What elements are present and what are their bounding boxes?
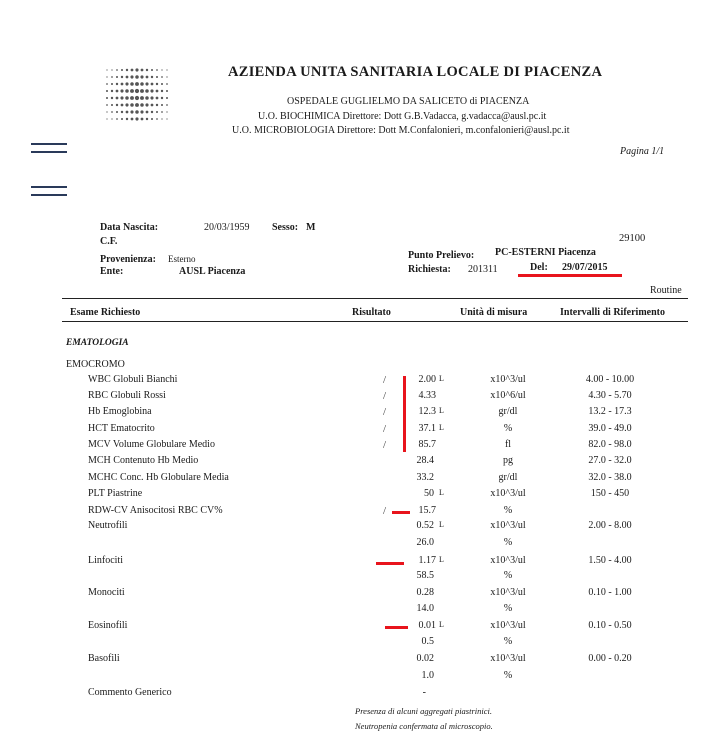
row-unit: % [503,505,513,516]
row-result: 26.0 [416,537,434,548]
logo-dot [116,83,118,85]
col-intervalli: Intervalli di Riferimento [560,307,665,318]
logo-dot [156,118,158,120]
row-flag: L [439,555,444,564]
table-row [0,439,727,455]
logo-dot [121,104,124,107]
logo-dot [125,96,129,100]
row-unit: fl [504,439,512,450]
header-divider-top [62,298,688,299]
row-range: 0.10 - 1.00 [588,587,632,598]
row-unit: x10^6/ul [490,390,526,401]
row-result: 1.17 [418,555,436,566]
logo-dot [145,103,148,106]
patient-code: 29100 [619,233,646,244]
row-result: 50 [424,488,434,499]
logo-dot [161,97,163,99]
logo-dot [140,110,143,113]
row-result: 15.7 [418,505,436,516]
logo-dot [111,104,113,106]
logo-dot [145,96,149,100]
table-row [0,603,727,619]
logo-dot [166,118,167,119]
highlight-mark-eosinofili [385,626,408,629]
logo-dot [161,90,163,92]
row-check-mark: / [383,423,387,435]
header-hospital: OSPEDALE GUGLIELMO DA SALICETO di PIACENZA [287,96,530,107]
table-row [0,555,727,571]
header-microbiologia: U.O. MICROBIOLOGIA Direttore: Dott M.Confalonieri, m.confalonieri@ausl.pc.it [232,125,570,136]
row-range: 150 - 450 [590,488,630,499]
row-result: 0.5 [421,636,434,647]
margin-mark [31,194,67,196]
logo-dot [106,76,107,77]
row-result: 2.00 [418,374,436,385]
row-unit: pg [503,455,513,466]
logo-dot [116,69,118,71]
row-name: Linfociti [88,555,123,566]
table-row [0,505,727,521]
logo-dot [130,103,134,107]
logo-dot [130,96,134,100]
logo-dot [106,118,107,119]
row-name: Commento Generico [88,687,172,698]
table-row [0,455,727,471]
col-unita: Unità di misura [460,307,528,318]
logo-dot [116,90,119,93]
row-name: MCHC Conc. Hb Globulare Media [88,472,229,483]
table-row [0,587,727,603]
logo-dot [166,90,168,92]
logo-dot [151,104,154,107]
row-result: 28.4 [416,455,434,466]
row-flag: L [439,520,444,529]
table-row [0,472,727,488]
row-result: - [422,687,426,698]
logo-dot [125,82,128,85]
header-title: AZIENDA UNITA SANITARIA LOCALE DI PIACENZA [228,64,603,80]
col-esame: Esame Richiesto [70,307,141,318]
logo-dot [106,69,107,70]
row-result: 14.0 [416,603,434,614]
row-result: 85.7 [418,439,436,450]
note-line-1: Presenza di alcuni aggregati piastrinici. [355,706,493,716]
logo-dot [145,89,149,93]
logo-dot [166,69,167,70]
page-number: Pagina 1/1 [620,146,665,157]
logo-dot [111,118,112,119]
logo-dot [135,68,138,71]
logo-dot [126,118,128,120]
logo-dot [106,111,107,112]
header-biochimica: U.O. BIOCHIMICA Direttore: Dott G.B.Vadacca, g.vadacca@ausl.pc.it [258,111,547,122]
logo-dot [135,75,139,79]
logo-dot [156,111,158,113]
logo-dot [146,111,149,114]
logo-dot [121,83,124,86]
row-unit: x10^3/ul [490,587,526,598]
row-name: HCT Ematocrito [88,423,155,434]
logo-dot [125,103,128,106]
routine-label: Routine [650,285,682,296]
table-row [0,488,727,504]
punto-prelievo-label: Punto Prelievo: [408,250,475,261]
logo-dot [121,111,123,113]
row-range: 0.00 - 0.20 [588,653,632,664]
highlight-mark-linfociti [376,562,404,565]
row-unit: % [503,636,513,647]
logo-dot [150,96,153,99]
logo-dot [156,69,158,71]
logo-dot [135,96,139,100]
row-flag: L [439,423,444,432]
row-range: 32.0 - 38.0 [588,472,632,483]
logo-dot [156,104,158,106]
row-unit: % [503,537,513,548]
hospital-logo-icon [104,66,170,126]
row-name: PLT Piastrine [88,488,143,499]
row-unit: x10^3/ul [490,620,526,631]
table-row [0,620,727,636]
logo-dot [106,97,108,99]
row-name: WBC Globuli Bianchi [88,374,178,385]
row-range: 82.0 - 98.0 [588,439,632,450]
logo-dot [131,118,134,121]
row-result: 0.02 [416,653,434,664]
punto-prelievo-value: PC-ESTERNI Piacenza [495,247,596,258]
ente-label: Ente: [100,266,124,277]
logo-dot [166,104,168,106]
logo-dot [135,117,138,120]
logo-dot [166,76,167,77]
logo-dot [111,111,113,113]
logo-dot [135,110,139,114]
logo-dot [116,97,119,100]
birth-date-label: Data Nascita: [100,222,159,233]
logo-dot [141,118,144,121]
logo-dot [151,76,153,78]
logo-dot [135,103,139,107]
table-row [0,636,727,652]
row-check-mark: / [383,390,387,402]
logo-dot [161,111,163,113]
row-result: 0.28 [416,587,434,598]
logo-dot [140,96,144,100]
logo-dot [130,82,134,86]
ente-value: AUSL Piacenza [179,266,246,277]
logo-dot [161,76,163,78]
logo-dot [106,90,108,92]
row-result: 58.5 [416,570,434,581]
logo-dot [130,75,133,78]
sex-value: M [306,222,316,233]
row-check-mark: / [383,439,387,451]
row-name: MCH Contenuto Hb Medio [88,455,199,466]
logo-dot [116,111,118,113]
logo-dot [111,83,113,85]
logo-dot [121,69,123,71]
row-unit: x10^3/ul [490,374,526,385]
note-line-2: Neutropenia confermata al microscopio. [355,721,493,731]
row-unit: x10^3/ul [490,488,526,499]
table-row [0,537,727,553]
margin-mark [31,186,67,188]
row-unit: % [503,670,513,681]
logo-dot [166,83,168,85]
row-name: MCV Volume Globulare Medio [88,439,215,450]
logo-dot [146,69,148,71]
logo-dot [116,104,118,106]
row-flag: L [439,620,444,629]
row-name: Basofili [88,653,120,664]
row-range: 0.10 - 0.50 [588,620,632,631]
row-flag: L [439,374,444,383]
table-row [0,390,727,406]
date-value: 29/07/2015 [562,262,608,273]
logo-dot [161,83,163,85]
logo-dot [161,118,162,119]
row-result: 33.2 [416,472,434,483]
row-range: 1.50 - 4.00 [588,555,632,566]
row-flag: L [439,488,444,497]
row-range: 13.2 - 17.3 [588,406,632,417]
logo-dot [116,118,118,120]
row-unit: x10^3/ul [490,555,526,566]
row-unit: % [503,423,513,434]
logo-dot [156,97,159,100]
logo-dot [151,69,153,71]
row-unit: x10^3/ul [490,520,526,531]
highlight-mark-rdw [392,511,410,514]
table-row [0,570,727,586]
row-unit: gr/dl [498,472,518,483]
sex-label: Sesso: [272,222,299,233]
row-check-mark: / [383,374,387,386]
table-row [0,520,727,536]
logo-dot [151,83,154,86]
row-unit: gr/dl [498,406,518,417]
logo-dot [121,118,123,120]
logo-dot [106,83,108,85]
logo-dot [126,76,129,79]
logo-dot [121,76,123,78]
header-divider-bottom [62,321,688,322]
row-check-mark: / [383,505,387,517]
row-unit: % [503,570,513,581]
logo-dot [166,97,168,99]
row-name: Eosinofili [88,620,128,631]
row-range: 39.0 - 49.0 [588,423,632,434]
logo-dot [111,97,113,99]
birth-date-value: 20/03/1959 [204,222,250,233]
logo-dot [130,110,133,113]
logo-dot [135,89,139,93]
logo-dot [140,82,144,86]
row-result: 1.0 [421,670,434,681]
row-range: 2.00 - 8.00 [588,520,632,531]
table-row [0,687,727,703]
logo-dot [141,69,144,72]
row-range: 4.00 - 10.00 [585,374,635,385]
row-name: RBC Globuli Rossi [88,390,166,401]
row-result: 12.3 [418,406,436,417]
table-row [0,653,727,669]
cf-label: C.F. [100,236,118,247]
row-unit: x10^3/ul [490,653,526,664]
table-row [0,374,727,390]
col-risultato: Risultato [352,307,391,318]
row-check-mark: / [383,406,387,418]
logo-dot [145,82,148,85]
provenienza-value: Esterno [168,254,196,264]
logo-dot [151,111,153,113]
row-unit: % [503,603,513,614]
richiesta-value: 201311 [468,264,498,275]
table-row [0,670,727,686]
logo-dot [156,83,158,85]
margin-mark [31,151,67,153]
row-name: Neutrofili [88,520,128,531]
table-row [0,406,727,422]
table-row [0,423,727,439]
row-range: 4.30 - 5.70 [588,390,632,401]
logo-dot [111,76,113,78]
logo-dot [126,111,129,114]
highlight-bar-vertical [403,376,406,452]
logo-dot [140,75,143,78]
richiesta-label: Richiesta: [408,264,451,275]
logo-dot [140,103,144,107]
logo-dot [156,76,158,78]
row-result: 4.33 [418,390,436,401]
logo-dot [140,89,144,93]
row-name: Monociti [88,587,125,598]
logo-dot [161,104,163,106]
logo-dot [116,76,118,78]
logo-dot [146,76,149,79]
row-result: 37.1 [418,423,436,434]
date-label: Del: [530,262,548,273]
row-result: 0.01 [418,620,436,631]
row-name: Hb Emoglobina [88,406,152,417]
logo-dot [135,82,139,86]
logo-dot [120,96,123,99]
provenienza-label: Provenienza: [100,254,156,265]
row-name: RDW-CV Anisocitosi RBC CV% [88,505,223,516]
logo-dot [106,104,108,106]
logo-dot [131,69,134,72]
logo-dot [126,69,128,71]
logo-dot [146,118,148,120]
section-title: EMATOLOGIA [66,338,129,348]
row-result: 0.52 [416,520,434,531]
row-range: 27.0 - 32.0 [588,455,632,466]
logo-dot [130,89,134,93]
logo-dot [111,90,113,92]
logo-dot [111,69,112,70]
logo-dot [166,111,167,112]
logo-dot [120,89,123,92]
logo-dot [150,89,153,92]
margin-mark [31,143,67,145]
logo-dot [156,90,159,93]
date-highlight-underline [518,274,622,277]
row-flag: L [439,406,444,415]
logo-dot [125,89,129,93]
logo-dot [151,118,153,120]
logo-dot [161,69,162,70]
group-title: EMOCROMO [66,359,125,370]
